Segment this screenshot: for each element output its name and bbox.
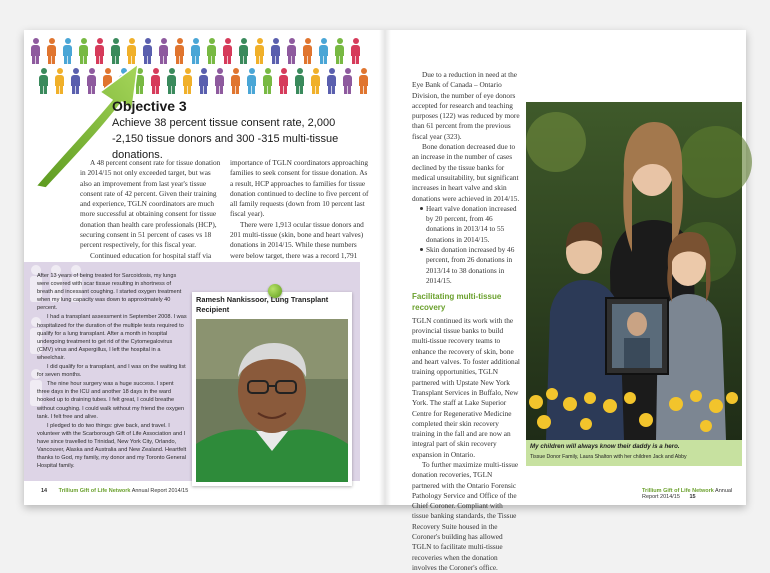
left-column-1 — [80, 158, 222, 271]
person-figure-icon — [358, 68, 369, 94]
person-figure-icon — [230, 68, 241, 94]
left-page — [24, 30, 385, 505]
person-figure-icon — [278, 68, 289, 94]
person-figure-icon — [222, 38, 233, 64]
story-paragraph: I had a transplant assessment in September 2008. I was hospitalized for the duration of the multiple tests required to qualify for a lung transplant. After a month in hospital undergoing treatment to get rid of the Cytomegalovirus (CMV) virus and Aspergillus, I left the hospital in a wheelchair. — [37, 314, 187, 361]
left-footer — [41, 488, 188, 494]
person-figure-icon — [182, 68, 193, 94]
person-figure-icon — [262, 68, 273, 94]
objective-title: Objective 3 — [112, 98, 187, 114]
person-figure-icon — [342, 68, 353, 94]
page-number: 14 — [41, 488, 48, 494]
paragraph: Bone donation decreased due to an increase in the number of cases declined by the tissue banks for medical unsuitability, but significant increases in heart valve and skin donations were achieved in 2014/15. — [412, 142, 520, 203]
person-figure-icon — [238, 38, 249, 64]
person-figure-icon — [254, 38, 265, 64]
photo-caption-quote: My children will always know their daddy is a hero. — [530, 443, 680, 450]
paragraph: TGLN continued its work with the provincial tissue banks to build multi-tissue recovery teams to enhance the recovery of skin, bone and heart valves. To foster additional training opportunities, TGLN partnered with Upstate New York Transplant Services in Buffalo, New York. The staff at Lake Superior Centre for Regenerative Medicine completed their skin recovery training in the fall and are now an integral part of skin recovery expansion in Ontario. — [412, 315, 520, 459]
bullet-item: Skin donation increased by 46 percent, from 26 donations in 2013/14 to 38 donations in 2014/15. — [420, 245, 520, 286]
donor-family-photo — [526, 102, 742, 440]
section-subheading: Facilitating multi-tissue recovery — [412, 292, 502, 312]
story-paragraph: After 13 years of being treated for Sarcoidosis, my lungs were covered with scar tissue resulting in shortness of breath and incessant coughing. I started oxygen treatment when my lung capacity was down to approximately 40 percent. — [37, 273, 182, 312]
person-figure-icon — [214, 68, 225, 94]
person-figure-icon — [174, 38, 185, 64]
footer-report: Annual Report 2014/15 — [642, 488, 733, 500]
person-figure-icon — [334, 38, 345, 64]
footer-org: Trillium Gift of Life Network — [58, 488, 131, 494]
story-paragraph: The nine hour surgery was a huge success. I spent three days in the ICU and another 18 days in the ward hooked up to draining tubes. I felt great, I could breathe without coughing. I could walk without my friend the oxygen tank. I felt free and alive. — [37, 381, 185, 420]
bullet-item: Heart valve donation increased by 20 percent, from 46 donations in 2013/14 to 55 donations in 2014/15. — [420, 204, 520, 245]
photo-caption-credit: Tissue Donor Family, Laura Shalton with her children Jack and Abby — [530, 454, 687, 460]
person-figure-icon — [166, 68, 177, 94]
bullet-list — [412, 204, 520, 286]
person-figure-icon — [302, 38, 313, 64]
right-column — [412, 70, 520, 573]
person-figure-icon — [198, 68, 209, 94]
footer-org: Trillium Gift of Life Network — [642, 488, 714, 494]
recipient-portrait-image — [196, 319, 348, 482]
objective-text: Achieve 38 percent tissue consent rate, 2,000 -2,150 tissue donors and 300 -315 multi-tissue donations. — [112, 117, 339, 161]
paragraph: There were 1,913 ocular tissue donors and 201 multi-tissue (skin, bone and heart valves) donations in 2014/15. While these numbers were below target, there was a record 1,791 — [230, 219, 364, 260]
person-figure-icon — [294, 68, 305, 94]
person-figure-icon — [206, 38, 217, 64]
person-figure-icon — [318, 38, 329, 64]
paragraph: importance of TGLN coordinators approaching families to seek consent for tissue donation. As a result, HCP approaches to families for tissue donation continued to decline to five percent of all family requests (down from 10 percent last fiscal year). — [230, 158, 369, 219]
person-figure-icon — [158, 38, 169, 64]
person-figure-icon — [286, 38, 297, 64]
magazine-spread — [24, 30, 746, 572]
paragraph: A 48 percent consent rate for tissue donation in 2014/15 not only exceeded target, but was also an improvement from last year's tissue consent rate of 42 percent. Given their training and experience, TGLN coordinators are much more successful at obtaining consent for tissue donation than health care professionals (HCP), securing consent in 51 percent of cases vs 18 percent respectively, for this fiscal year. — [80, 158, 221, 250]
person-figure-icon — [190, 38, 201, 64]
story-paragraph: I did qualify for a transplant, and I was on the waiting list for seven months. — [37, 364, 186, 379]
left-column-2 — [230, 158, 370, 271]
person-figure-icon — [326, 68, 337, 94]
person-figure-icon — [350, 38, 361, 64]
person-figure-icon — [310, 68, 321, 94]
paragraph: To further maximize multi-tissue donation recoveries, TGLN partnered with the Ontario Forensic Pathology Service and Office of the Chief Coroner. Compliant with tissue banking standards, the Tissue Recovery Suite housed in the Coroner's building has allowed TGLN to facilitate multi-tissue recoveries when the donation involves the Coroner's office. — [412, 459, 519, 572]
right-footer — [642, 488, 746, 500]
recipient-name-label: Ramesh Nankissoor, Lung Transplant Recipient — [196, 295, 329, 314]
recipient-story-text — [37, 272, 187, 471]
paragraph: Due to a reduction in need at the Eye Bank of Canada – Ontario Division, the number of eye donors accepted for research and teaching purposes (122) was reduced by more than 61 percent from the previous fiscal year (323). — [412, 70, 520, 141]
paragraph: Continued education for hospital staff via — [90, 250, 212, 260]
person-figure-icon — [246, 68, 257, 94]
footer-report: Annual Report 2014/15 — [131, 488, 189, 494]
story-paragraph: I pledged to do two things: give back, and travel. I volunteer with the Scarborough Gift of Life Association and I have since travelled to Trinidad, New York City, Orlando, Vancouver, Alaska and Australia and New Zealand. Heartfelt thanks to God, my family, my donor and my Toronto General Hospital family. — [37, 422, 187, 470]
person-figure-icon — [270, 38, 281, 64]
page-number: 15 — [689, 494, 696, 500]
